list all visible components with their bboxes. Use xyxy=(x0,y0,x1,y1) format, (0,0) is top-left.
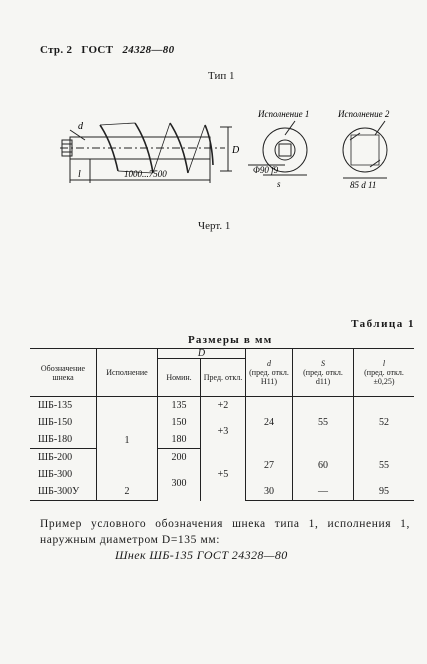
variant-1-label: Исполнение 1 xyxy=(258,109,310,119)
dim-D-label: D xyxy=(232,145,240,156)
col-l: l (пред. откл. ±0,25) xyxy=(354,349,415,397)
table-row: ШБ-200 200 +5 27 60 55 xyxy=(30,449,414,467)
table-row: ШБ-180 180 xyxy=(30,431,414,449)
col-designation: Обозначение шнека xyxy=(30,349,97,397)
gost-number: 24328—80 xyxy=(122,44,175,56)
example-designation: Шнек ШБ-135 ГОСТ 24328—80 xyxy=(115,548,288,562)
dimensions-table xyxy=(30,348,414,501)
variant-2-label: Исполнение 2 xyxy=(338,109,390,119)
table-row: ШБ-300У 2 30 — 95 xyxy=(30,483,414,501)
col-S: S (пред. откл. d11) xyxy=(293,349,354,397)
col-variant: Исполнение xyxy=(97,349,158,397)
page-number: Стр. 2 xyxy=(40,44,73,56)
dim-85-label: 85 d 11 xyxy=(350,180,377,190)
col-nom: Номин. xyxy=(158,359,201,397)
dim-d-label: d xyxy=(78,121,83,132)
page-header xyxy=(40,44,174,56)
figure-caption: Черт. 1 xyxy=(198,220,231,232)
auger-drawing xyxy=(40,95,400,205)
table-title: Размеры в мм xyxy=(188,334,273,346)
dim-phi90-label: Φ90 f9 xyxy=(253,165,279,175)
table-row: ШБ-300 300 xyxy=(30,466,414,483)
col-D: D xyxy=(158,349,246,359)
table-row: ШБ-150 150 +3 xyxy=(30,414,414,431)
figure-type-label: Тип 1 xyxy=(208,70,235,82)
example-text: Пример условного обозначения шнека типа 1, исполнения 1, наружным диаметром D=135 мм: xyxy=(40,518,410,546)
table-row: ШБ-135 1 135 +2 24 55 52 xyxy=(30,397,414,415)
dim-s-label: s xyxy=(277,179,281,189)
gost-label: ГОСТ xyxy=(81,44,114,56)
col-d: d (пред. откл. H11) xyxy=(246,349,293,397)
dim-l-label: l xyxy=(78,169,81,180)
dim-length-label: 1000...7500 xyxy=(124,169,167,179)
table-label: Таблица 1 xyxy=(351,318,415,330)
col-dev: Пред. откл. xyxy=(201,359,246,397)
